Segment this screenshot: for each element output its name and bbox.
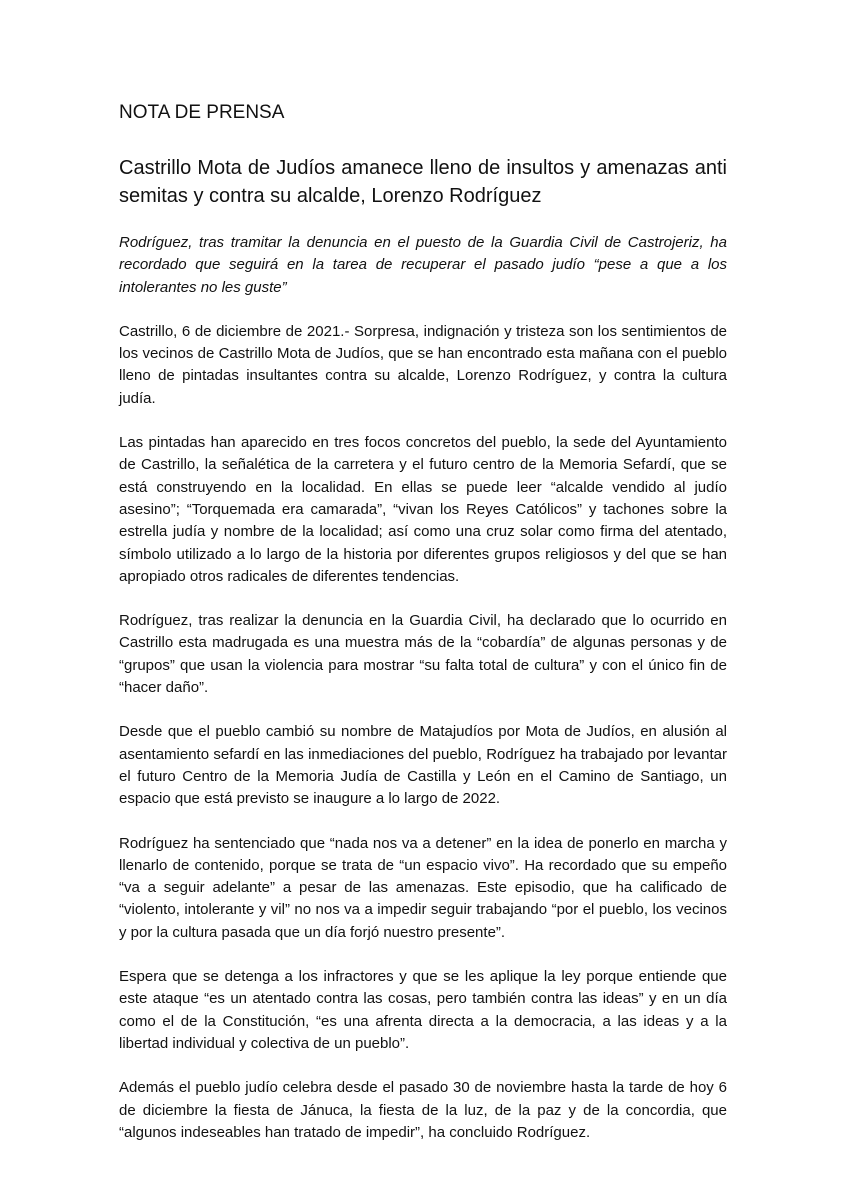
- body-paragraph: Castrillo, 6 de diciembre de 2021.- Sorpresa, indignación y tristeza son los sentimientos de los vecinos de Castrillo Mota de Judíos, que se han encontrado esta mañana con el pueblo lleno de pintadas insultantes contra su alcalde, Lorenzo Rodríguez, y contra la cultura judía.: [119, 322, 727, 407]
- body-paragraph: Espera que se detenga a los infractores y que se les aplique la ley porque entiende que este ataque “es un atentado contra las cosas, pero también contra las ideas” y en un día como el de la Constitución, “es una afrenta directa a la democracia, a las ideas y a la libertad individual y colectiva de un pueblo”.: [119, 968, 727, 1052]
- body-paragraph: Además el pueblo judío celebra desde el pasado 30 de noviembre hasta la tarde de hoy 6 de diciembre la fiesta de Jánuca, la fiesta de la luz, de la paz y de la concordia, que “algunos indeseables han tratado de impedir”, ha concluido Rodríguez.: [119, 1079, 727, 1141]
- body-paragraph: Desde que el pueblo cambió su nombre de Matajudíos por Mota de Judíos, en alusión al asentamiento sefardí en las inmediaciones del pueblo, Rodríguez ha trabajado por levantar el futuro Centro de la Memoria Judía de Castilla y León en el Camino de Santiago, un espacio que está previsto se inaugure a lo largo de 2022.: [119, 723, 727, 808]
- document-page: [119, 100, 727, 1166]
- document-label: NOTA DE PRENSA: [119, 102, 285, 123]
- body-paragraph: Rodríguez ha sentenciado que “nada nos va a detener” en la idea de ponerlo en marcha y llenarlo de contenido, porque se trata de “un espacio vivo”. Ha recordado que su empeño “va a seguir adelante” a pesar de las amenazas. Este episodio, que ha calificado de “violento, intolerante y vil” no nos va a impedir seguir trabajando “por el pueblo, los vecinos y por la cultura pasada que un día forjó nuestro presente”.: [119, 834, 727, 941]
- body-paragraph: Rodríguez, tras realizar la denuncia en la Guardia Civil, ha declarado que lo ocurrido en Castrillo esta madrugada es una muestra más de la “cobardía” de algunas personas y de “grupos” que usan la violencia para mostrar “su falta total de cultura” y con el único fin de “hacer daño”.: [119, 612, 727, 697]
- headline: Castrillo Mota de Judíos amanece lleno de insultos y amenazas anti semitas y contra su alcalde, Lorenzo Rodríguez: [119, 157, 727, 207]
- lead-paragraph: Rodríguez, tras tramitar la denuncia en el puesto de la Guardia Civil de Castrojeriz, ha recordado que seguirá en la tarea de recuperar el pasado judío “pese a que a los intolerantes no les guste”: [119, 234, 727, 296]
- body-paragraph: Las pintadas han aparecido en tres focos concretos del pueblo, la sede del Ayuntamiento de Castrillo, la señalética de la carretera y el futuro centro de la Memoria Sefardí, que se está construyendo en la localidad. En ellas se puede leer “alcalde vendido al judío asesino”; “Torquemada era camarada”, “vivan los Reyes Católicos” y tachones sobre la estrella judía y nombre de la localidad; así como una cruz solar como firma del atentado, símbolo utilizado a lo largo de la historia por diferentes grupos religiosos y del que se han apropiado otros radicales de diferentes tendencias.: [119, 434, 727, 585]
